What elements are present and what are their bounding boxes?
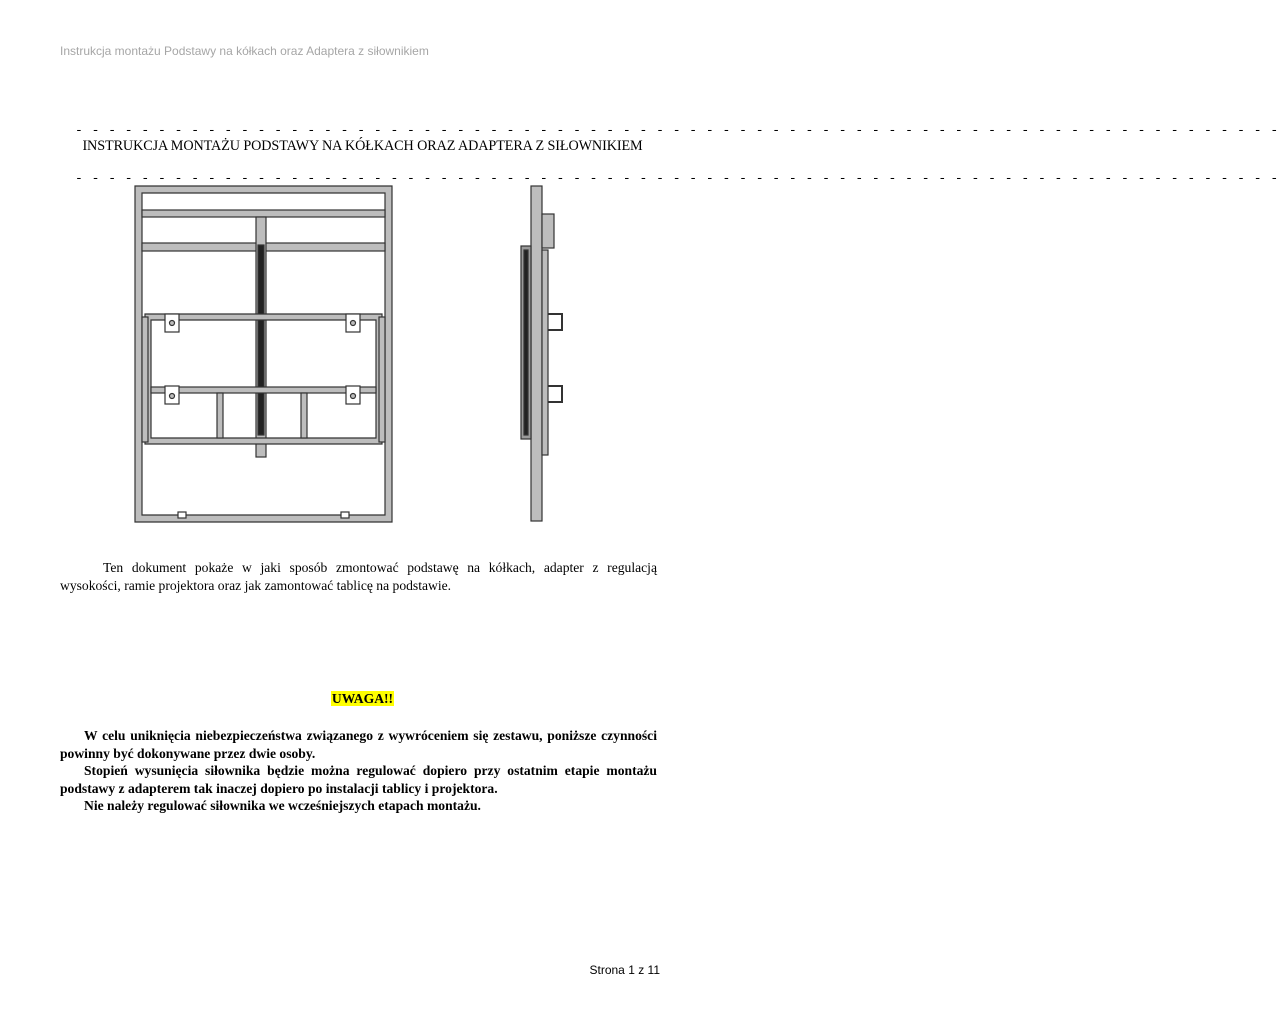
warning-body	[60, 727, 657, 815]
side-view	[521, 186, 562, 521]
warning-label: UWAGA!!	[331, 691, 394, 706]
assembly-diagram	[120, 180, 590, 525]
page-number: Strona 1 z 11	[589, 963, 660, 977]
running-header: Instrukcja montażu Podstawy na kółkach oraz Adaptera z siłownikiem	[60, 44, 429, 58]
front-view	[135, 186, 392, 522]
top-bar	[142, 210, 385, 217]
warning-paragraph: Stopień wysunięcia siłownika będzie można regulować dopiero przy ostatnim etapie montażu podstawy z adapterem tak inaczej dopiero po instalacji tablicy i projektora.	[60, 763, 657, 796]
intro-paragraph: Ten dokument pokaże w jaki sposób zmontować podstawę na kółkach, adapter z regulacją wysokości, ramie projektora oraz jak zamontować tablicę na podstawie.	[60, 560, 657, 593]
title-dashes-bottom: - - - - - - - - - - - - - - - - - - - - - - - - - - - - - - - - - - - - - - - - - - - - - - - - - - - - - - - - - - - - - - - - - - - - - - - - -	[75, 171, 1279, 186]
title-dashes-top: - - - - - - - - - - - - - - - - - - - - - - - - - - - - - - - - - - - - - - - - - - - - - - - - - - - - - - - - - - - - - - - - - - - - - - - - -	[75, 123, 1279, 138]
side-post	[531, 186, 542, 521]
warning-paragraph: W celu uniknięcia niebezpieczeństwa związanego z wywróceniem się zestawu, poniższe czynności powinny być dokonywane przez dwie osoby.	[60, 728, 657, 761]
adapter-middle-bar	[151, 387, 376, 393]
warning-paragraph: Nie należy regulować siłownika we wcześniejszych etapach montażu.	[84, 798, 481, 813]
document-title: INSTRUKCJA MONTAŻU PODSTAWY NA KÓŁKACH ORAZ ADAPTERA Z SIŁOWNIKIEM	[82, 138, 643, 154]
